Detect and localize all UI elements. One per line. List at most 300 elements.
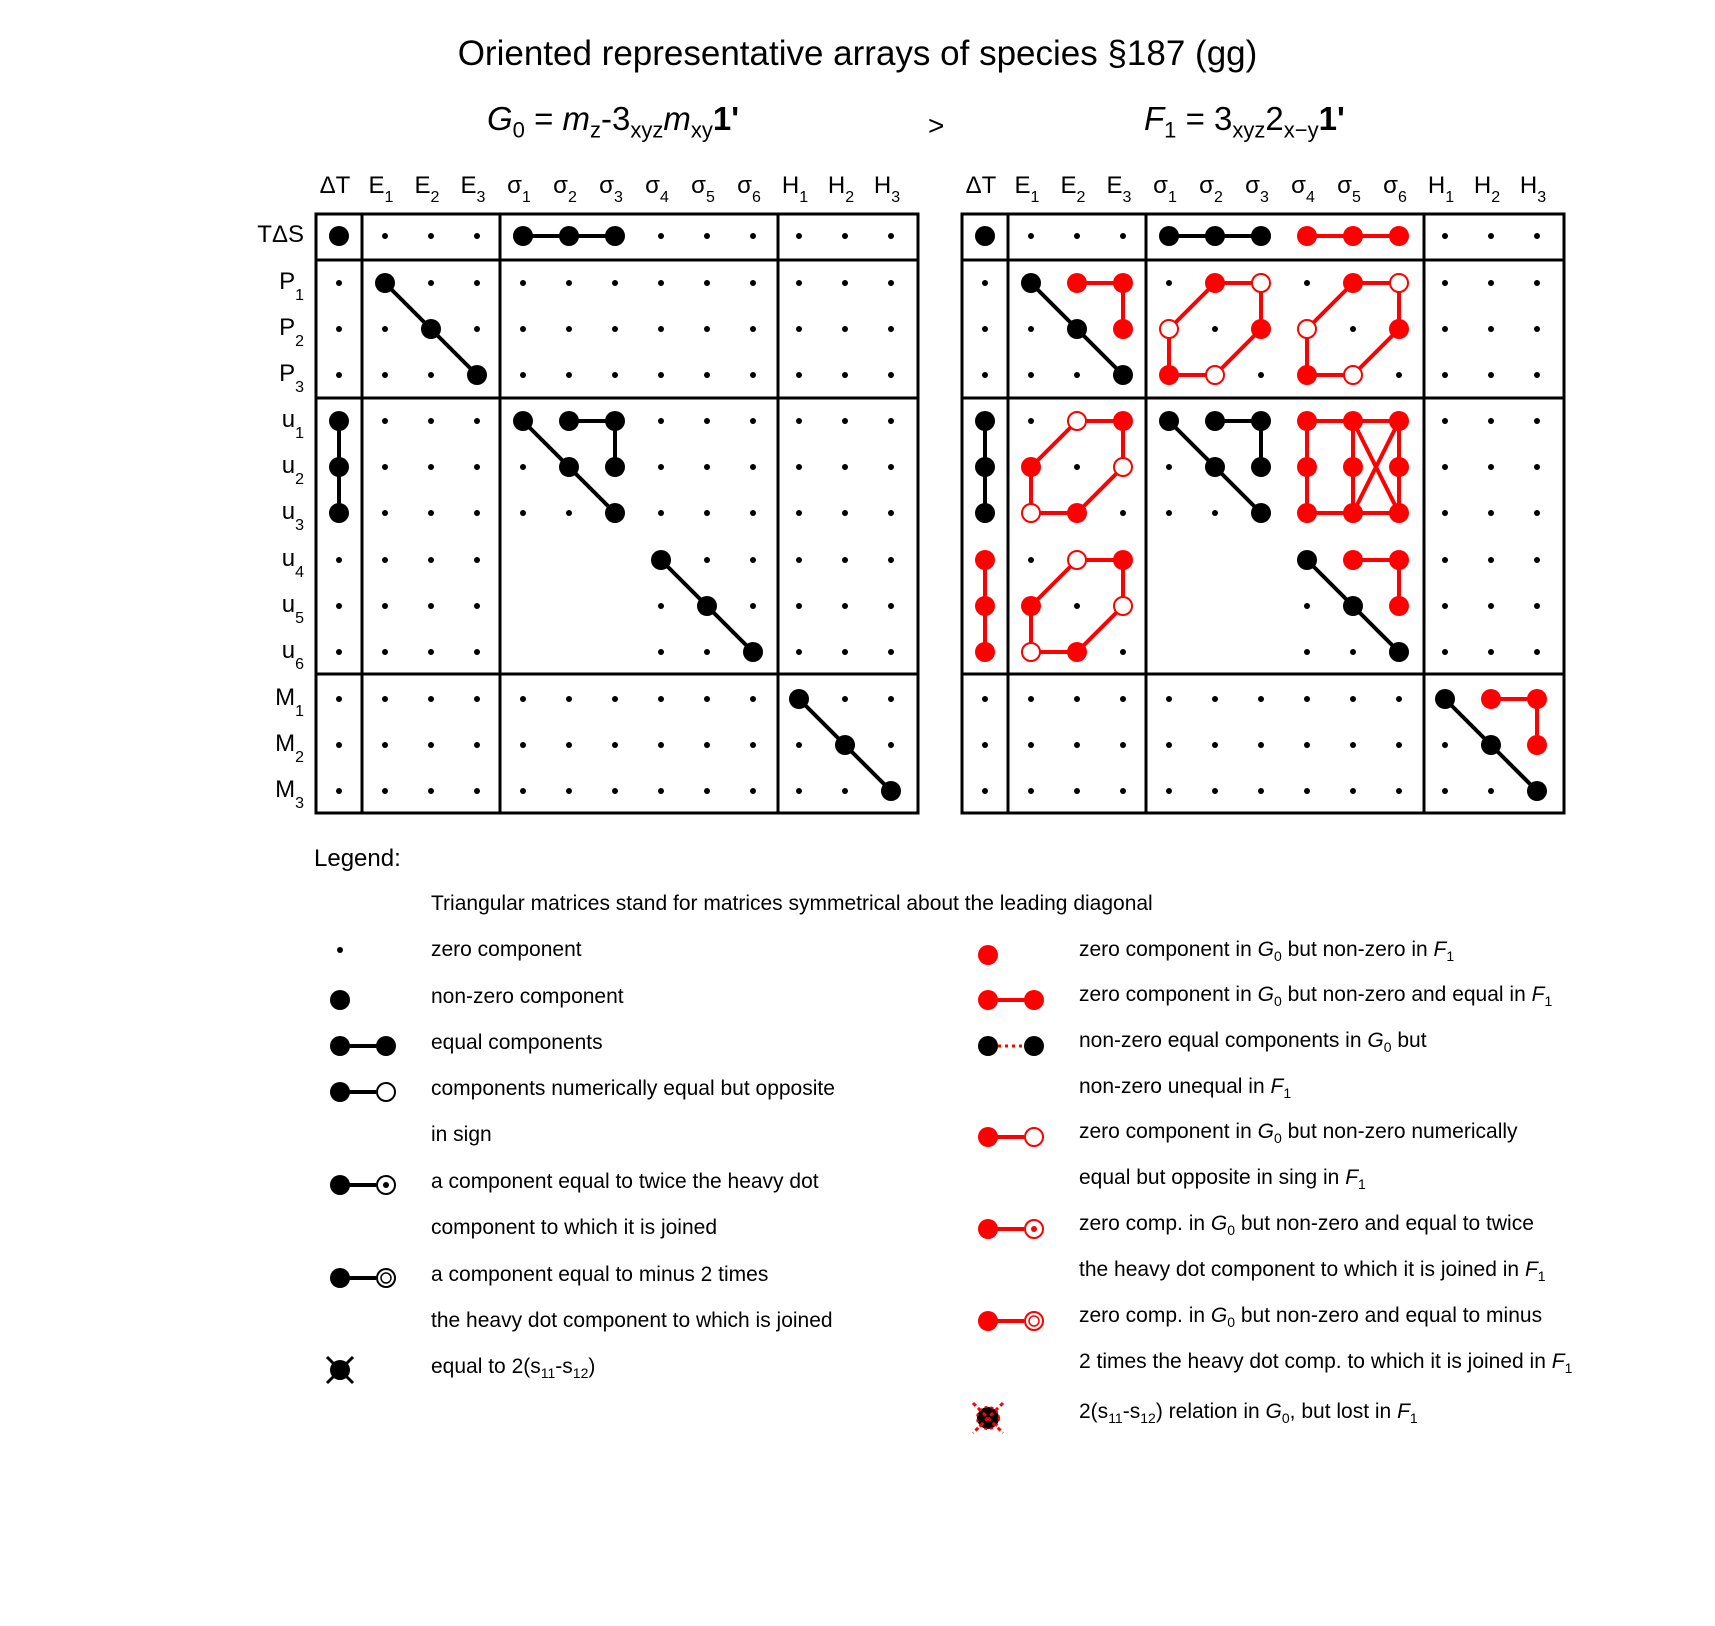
- zero-component: [888, 372, 894, 378]
- zero-component: [382, 418, 388, 424]
- zero-component: [336, 557, 342, 563]
- nonzero-component: [605, 503, 625, 523]
- zero-component: [566, 788, 572, 794]
- nonzero-component: [789, 689, 809, 709]
- row-header: $u_5$: [281, 591, 304, 627]
- zero-component: [1534, 557, 1540, 563]
- zero-component: [1258, 696, 1264, 702]
- zero-component: [474, 233, 480, 239]
- nonzero-component: [1251, 411, 1271, 431]
- zero-component: [1212, 742, 1218, 748]
- zero-component: [428, 233, 434, 239]
- zero-component: [520, 372, 526, 378]
- legend-left-1: zero component: [431, 938, 582, 961]
- zero-component: [520, 696, 526, 702]
- zero-component: [658, 233, 664, 239]
- page-title: Oriented representative arrays of species §187 (gg): [457, 34, 1258, 73]
- new-opposite-component: [1068, 412, 1086, 430]
- legend-right-2: zero component in $G_0$ but non-zero and equal in $F_1$: [1079, 983, 1553, 1010]
- zero-component: [704, 557, 710, 563]
- nonzero-component: [651, 550, 671, 570]
- zero-component: [566, 372, 572, 378]
- zero-component: [474, 557, 480, 563]
- new-nonzero-component: [1113, 319, 1133, 339]
- zero-component: [1028, 788, 1034, 794]
- zero-component: [1350, 742, 1356, 748]
- zero-component: [796, 742, 802, 748]
- nonzero-component: [329, 503, 349, 523]
- zero-component: [796, 418, 802, 424]
- legend-left-4b: in sign: [431, 1123, 492, 1146]
- zero-component: [336, 372, 342, 378]
- nonzero-component: [1297, 550, 1317, 570]
- new-opposite-component: [1022, 504, 1040, 522]
- zero-component: [1396, 788, 1402, 794]
- zero-component: [704, 464, 710, 470]
- legend-left-7: equal to $2(s_{11}-s_{12})$: [431, 1355, 596, 1382]
- row-header: $M_1$: [275, 684, 304, 720]
- zero-component: [1488, 788, 1494, 794]
- zero-component: [658, 649, 664, 655]
- array-G0: [257, 172, 918, 813]
- zero-component: [1488, 418, 1494, 424]
- zero-component: [888, 557, 894, 563]
- zero-component: [658, 280, 664, 286]
- zero-component: [796, 280, 802, 286]
- zero-component: [1166, 280, 1172, 286]
- zero-component: [704, 326, 710, 332]
- zero-component: [520, 742, 526, 748]
- zero-component: [750, 418, 756, 424]
- zero-component: [1304, 280, 1310, 286]
- zero-component: [1028, 233, 1034, 239]
- zero-component: [1212, 326, 1218, 332]
- new-opposite-component: [1160, 320, 1178, 338]
- zero-component: [1074, 788, 1080, 794]
- new-opposite-component: [1068, 551, 1086, 569]
- zero-component: [336, 603, 342, 609]
- zero-component: [382, 788, 388, 794]
- zero-component: [1534, 233, 1540, 239]
- zero-component: [842, 557, 848, 563]
- zero-component: [842, 464, 848, 470]
- legend-right-6b: 2 times the heavy dot comp. to which it is joined in $F_1$: [1079, 1350, 1573, 1377]
- legend-red-dot-symbol: [968, 940, 1008, 970]
- zero-component: [336, 742, 342, 748]
- nonzero-component: [329, 226, 349, 246]
- zero-component: [1258, 788, 1264, 794]
- column-header: $\sigma_3$: [1245, 172, 1269, 206]
- column-header: $E_1$: [368, 172, 394, 206]
- new-nonzero-component: [1297, 226, 1317, 246]
- legend-right-6a: zero comp. in $G_0$ but non-zero and equal to minus: [1079, 1304, 1543, 1331]
- zero-component: [1074, 742, 1080, 748]
- new-nonzero-component: [1527, 735, 1547, 755]
- nonzero-component: [1113, 365, 1133, 385]
- column-header: $\sigma_4$: [645, 172, 669, 206]
- legend-left-6b: the heavy dot component to which is joined: [431, 1309, 833, 1332]
- nonzero-component: [1343, 596, 1363, 616]
- legend-left-2: non-zero component: [431, 985, 624, 1008]
- nonzero-component: [975, 457, 995, 477]
- zero-component: [750, 233, 756, 239]
- new-nonzero-component: [1113, 411, 1133, 431]
- new-opposite-component: [1114, 458, 1132, 476]
- zero-component: [474, 649, 480, 655]
- zero-component: [704, 418, 710, 424]
- new-nonzero-component: [1343, 457, 1363, 477]
- zero-component: [1258, 742, 1264, 748]
- zero-component: [1396, 742, 1402, 748]
- zero-component: [1488, 326, 1494, 332]
- zero-component: [1534, 326, 1540, 332]
- zero-component: [474, 418, 480, 424]
- zero-component: [1350, 696, 1356, 702]
- zero-component: [1442, 280, 1448, 286]
- zero-component: [750, 557, 756, 563]
- zero-component: [1028, 696, 1034, 702]
- new-nonzero-component: [1389, 226, 1409, 246]
- zero-component: [382, 742, 388, 748]
- zero-component: [566, 326, 572, 332]
- row-header: $u_1$: [281, 406, 304, 442]
- zero-component: [1074, 372, 1080, 378]
- row-header: $u_4$: [281, 545, 304, 581]
- zero-component: [428, 649, 434, 655]
- zero-component: [1488, 510, 1494, 516]
- new-opposite-component: [1022, 643, 1040, 661]
- zero-component: [428, 280, 434, 286]
- zero-component: [750, 788, 756, 794]
- zero-component: [658, 418, 664, 424]
- zero-component: [842, 510, 848, 516]
- nonzero-component: [1205, 411, 1225, 431]
- zero-component: [982, 696, 988, 702]
- column-header: $\sigma_5$: [691, 172, 715, 206]
- nonzero-component: [329, 411, 349, 431]
- legend-lost-relation-symbol: [968, 1398, 1008, 1438]
- zero-component: [1074, 603, 1080, 609]
- zero-component: [566, 280, 572, 286]
- nonzero-component: [467, 365, 487, 385]
- nonzero-component: [605, 411, 625, 431]
- zero-component: [1120, 788, 1126, 794]
- zero-component: [1534, 649, 1540, 655]
- zero-component: [336, 280, 342, 286]
- zero-component: [428, 603, 434, 609]
- new-nonzero-component: [1251, 319, 1271, 339]
- zero-component: [428, 696, 434, 702]
- zero-component: [520, 464, 526, 470]
- legend-right-4a: zero component in $G_0$ but non-zero numerically: [1079, 1120, 1518, 1147]
- nonzero-component: [1527, 781, 1547, 801]
- nonzero-component: [375, 273, 395, 293]
- nonzero-component: [559, 411, 579, 431]
- zero-component: [1166, 464, 1172, 470]
- zero-component: [1074, 696, 1080, 702]
- zero-component: [704, 649, 710, 655]
- nonzero-component: [1205, 226, 1225, 246]
- zero-component: [888, 649, 894, 655]
- column-header: $\sigma_1$: [507, 172, 531, 206]
- nonzero-component: [835, 735, 855, 755]
- new-nonzero-component: [1389, 503, 1409, 523]
- zero-component: [796, 557, 802, 563]
- zero-component: [750, 742, 756, 748]
- zero-component: [336, 649, 342, 655]
- zero-component: [520, 510, 526, 516]
- nonzero-component: [697, 596, 717, 616]
- zero-component: [1028, 418, 1034, 424]
- new-nonzero-component: [975, 550, 995, 570]
- column-header: $\sigma_1$: [1153, 172, 1177, 206]
- nonzero-component: [421, 319, 441, 339]
- zero-component: [1534, 372, 1540, 378]
- column-header: $E_3$: [460, 172, 486, 206]
- column-header: ΔT: [319, 172, 351, 199]
- legend-left-3: equal components: [431, 1031, 603, 1054]
- zero-component: [1396, 696, 1402, 702]
- new-nonzero-component: [1113, 550, 1133, 570]
- zero-component: [1350, 788, 1356, 794]
- zero-component: [888, 742, 894, 748]
- zero-component: [658, 788, 664, 794]
- nonzero-component: [975, 411, 995, 431]
- new-nonzero-component: [1067, 503, 1087, 523]
- zero-component: [428, 464, 434, 470]
- legend-left-4a: components numerically equal but opposite: [431, 1077, 835, 1100]
- zero-component: [796, 649, 802, 655]
- column-header: $H_3$: [1519, 172, 1547, 206]
- new-nonzero-component: [1389, 550, 1409, 570]
- new-nonzero-component: [1297, 365, 1317, 385]
- zero-component: [520, 326, 526, 332]
- nonzero-component: [881, 781, 901, 801]
- zero-component: [750, 510, 756, 516]
- column-header: $E_1$: [1014, 172, 1040, 206]
- legend-dotted-pair-symbol: [968, 1031, 1048, 1061]
- new-nonzero-component: [1389, 596, 1409, 616]
- zero-component: [1120, 696, 1126, 702]
- new-nonzero-component: [1389, 411, 1409, 431]
- new-nonzero-component: [975, 596, 995, 616]
- legend-twice-pair-symbol: [320, 1170, 400, 1200]
- zero-component: [704, 280, 710, 286]
- nonzero-component: [1435, 689, 1455, 709]
- zero-component: [658, 603, 664, 609]
- column-header: $E_2$: [1060, 172, 1086, 206]
- new-nonzero-component: [1481, 689, 1501, 709]
- zero-component: [428, 742, 434, 748]
- zero-component: [1442, 464, 1448, 470]
- zero-component: [888, 464, 894, 470]
- new-nonzero-component: [1297, 503, 1317, 523]
- zero-component: [888, 326, 894, 332]
- nonzero-component: [559, 457, 579, 477]
- zero-component: [382, 233, 388, 239]
- zero-component: [474, 696, 480, 702]
- legend-left-6a: a component equal to minus 2 times: [431, 1263, 769, 1286]
- zero-component: [842, 233, 848, 239]
- nonzero-component: [605, 457, 625, 477]
- zero-component: [704, 233, 710, 239]
- zero-component: [1258, 372, 1264, 378]
- legend-right-3b: non-zero unequal in $F_1$: [1079, 1075, 1292, 1102]
- row-header: $u_6$: [281, 637, 304, 673]
- legend-left-5b: component to which it is joined: [431, 1216, 717, 1239]
- nonzero-component: [513, 226, 533, 246]
- zero-component: [842, 418, 848, 424]
- zero-component: [704, 788, 710, 794]
- zero-component: [612, 280, 618, 286]
- new-nonzero-component: [1067, 273, 1087, 293]
- zero-component: [1028, 326, 1034, 332]
- nonzero-component: [975, 226, 995, 246]
- zero-component: [982, 280, 988, 286]
- zero-component: [1442, 326, 1448, 332]
- zero-component: [796, 788, 802, 794]
- zero-component: [1488, 557, 1494, 563]
- zero-component: [704, 742, 710, 748]
- nonzero-component: [1021, 273, 1041, 293]
- zero-component: [382, 326, 388, 332]
- zero-component: [612, 326, 618, 332]
- new-nonzero-component: [1159, 365, 1179, 385]
- zero-component: [658, 326, 664, 332]
- zero-component: [796, 326, 802, 332]
- zero-component: [1304, 742, 1310, 748]
- zero-component: [474, 603, 480, 609]
- legend-right-3a: non-zero equal components in $G_0$ but: [1079, 1029, 1427, 1056]
- zero-component: [1304, 788, 1310, 794]
- zero-component: [1488, 649, 1494, 655]
- nonzero-component: [1481, 735, 1501, 755]
- zero-component: [428, 557, 434, 563]
- zero-component: [1442, 418, 1448, 424]
- zero-component: [1534, 603, 1540, 609]
- new-nonzero-component: [1021, 596, 1041, 616]
- nonzero-component: [1205, 457, 1225, 477]
- new-nonzero-component: [1527, 689, 1547, 709]
- zero-component: [888, 418, 894, 424]
- zero-component: [1488, 464, 1494, 470]
- zero-component: [1534, 510, 1540, 516]
- zero-component: [1304, 603, 1310, 609]
- new-nonzero-component: [1205, 273, 1225, 293]
- legend-crossed-dot-symbol: [320, 1355, 360, 1385]
- column-header: $H_1$: [781, 172, 809, 206]
- zero-component: [796, 510, 802, 516]
- zero-component: [704, 372, 710, 378]
- nonzero-component: [975, 503, 995, 523]
- zero-component: [1074, 464, 1080, 470]
- nonzero-component: [1159, 226, 1179, 246]
- zero-component: [1166, 788, 1172, 794]
- zero-component: [750, 372, 756, 378]
- new-nonzero-component: [1067, 642, 1087, 662]
- new-nonzero-component: [1297, 457, 1317, 477]
- zero-component: [520, 280, 526, 286]
- nonzero-component: [1159, 411, 1179, 431]
- row-header: TΔS: [257, 221, 304, 248]
- zero-component: [1396, 372, 1402, 378]
- zero-component: [1442, 603, 1448, 609]
- zero-component: [1534, 418, 1540, 424]
- zero-component: [1442, 557, 1448, 563]
- row-header: $M_2$: [275, 730, 304, 766]
- zero-component: [888, 696, 894, 702]
- zero-component: [1304, 696, 1310, 702]
- row-header: $M_3$: [275, 776, 304, 812]
- column-header: $\sigma_6$: [1383, 172, 1407, 206]
- zero-component: [520, 788, 526, 794]
- zero-component: [428, 788, 434, 794]
- zero-component: [1120, 510, 1126, 516]
- zero-component: [1028, 557, 1034, 563]
- new-nonzero-component: [1343, 273, 1363, 293]
- zero-component: [1166, 696, 1172, 702]
- row-header: $P_1$: [279, 268, 304, 304]
- column-header: $E_2$: [414, 172, 440, 206]
- zero-component: [382, 464, 388, 470]
- new-nonzero-component: [1343, 503, 1363, 523]
- zero-component: [1442, 788, 1448, 794]
- legend-right-4b: equal but opposite in sing in $F_1$: [1079, 1166, 1366, 1193]
- zero-component: [842, 280, 848, 286]
- nonzero-component: [1389, 642, 1409, 662]
- column-header: $E_3$: [1106, 172, 1132, 206]
- zero-component: [796, 372, 802, 378]
- zero-component: [982, 742, 988, 748]
- zero-component: [1534, 464, 1540, 470]
- column-header: $\sigma_6$: [737, 172, 761, 206]
- legend-left-5a: a component equal to twice the heavy dot: [431, 1170, 819, 1193]
- zero-component: [1212, 788, 1218, 794]
- nonzero-component: [1251, 457, 1271, 477]
- zero-component: [474, 510, 480, 516]
- zero-component: [428, 418, 434, 424]
- zero-component: [842, 788, 848, 794]
- zero-component: [750, 603, 756, 609]
- legend-red-opposite-pair-symbol: [968, 1122, 1048, 1152]
- zero-component: [1488, 372, 1494, 378]
- zero-component: [982, 788, 988, 794]
- zero-component: [796, 233, 802, 239]
- zero-component: [1488, 280, 1494, 286]
- nonzero-component: [513, 411, 533, 431]
- zero-component: [1442, 372, 1448, 378]
- zero-component: [1442, 649, 1448, 655]
- new-nonzero-component: [1389, 457, 1409, 477]
- zero-component: [888, 233, 894, 239]
- new-nonzero-component: [1343, 411, 1363, 431]
- zero-component: [382, 603, 388, 609]
- legend-opposite-pair-symbol: [320, 1077, 400, 1107]
- zero-component: [796, 464, 802, 470]
- zero-component: [336, 326, 342, 332]
- zero-component: [612, 372, 618, 378]
- row-header: $u_3$: [281, 498, 304, 534]
- zero-component: [1166, 742, 1172, 748]
- zero-component: [1442, 510, 1448, 516]
- legend-right-5a: zero comp. in $G_0$ but non-zero and equal to twice: [1079, 1212, 1534, 1239]
- zero-component: [566, 742, 572, 748]
- nonzero-component: [1251, 503, 1271, 523]
- nonzero-component: [743, 642, 763, 662]
- zero-component: [382, 557, 388, 563]
- row-header: $u_2$: [281, 452, 304, 488]
- new-nonzero-component: [1343, 550, 1363, 570]
